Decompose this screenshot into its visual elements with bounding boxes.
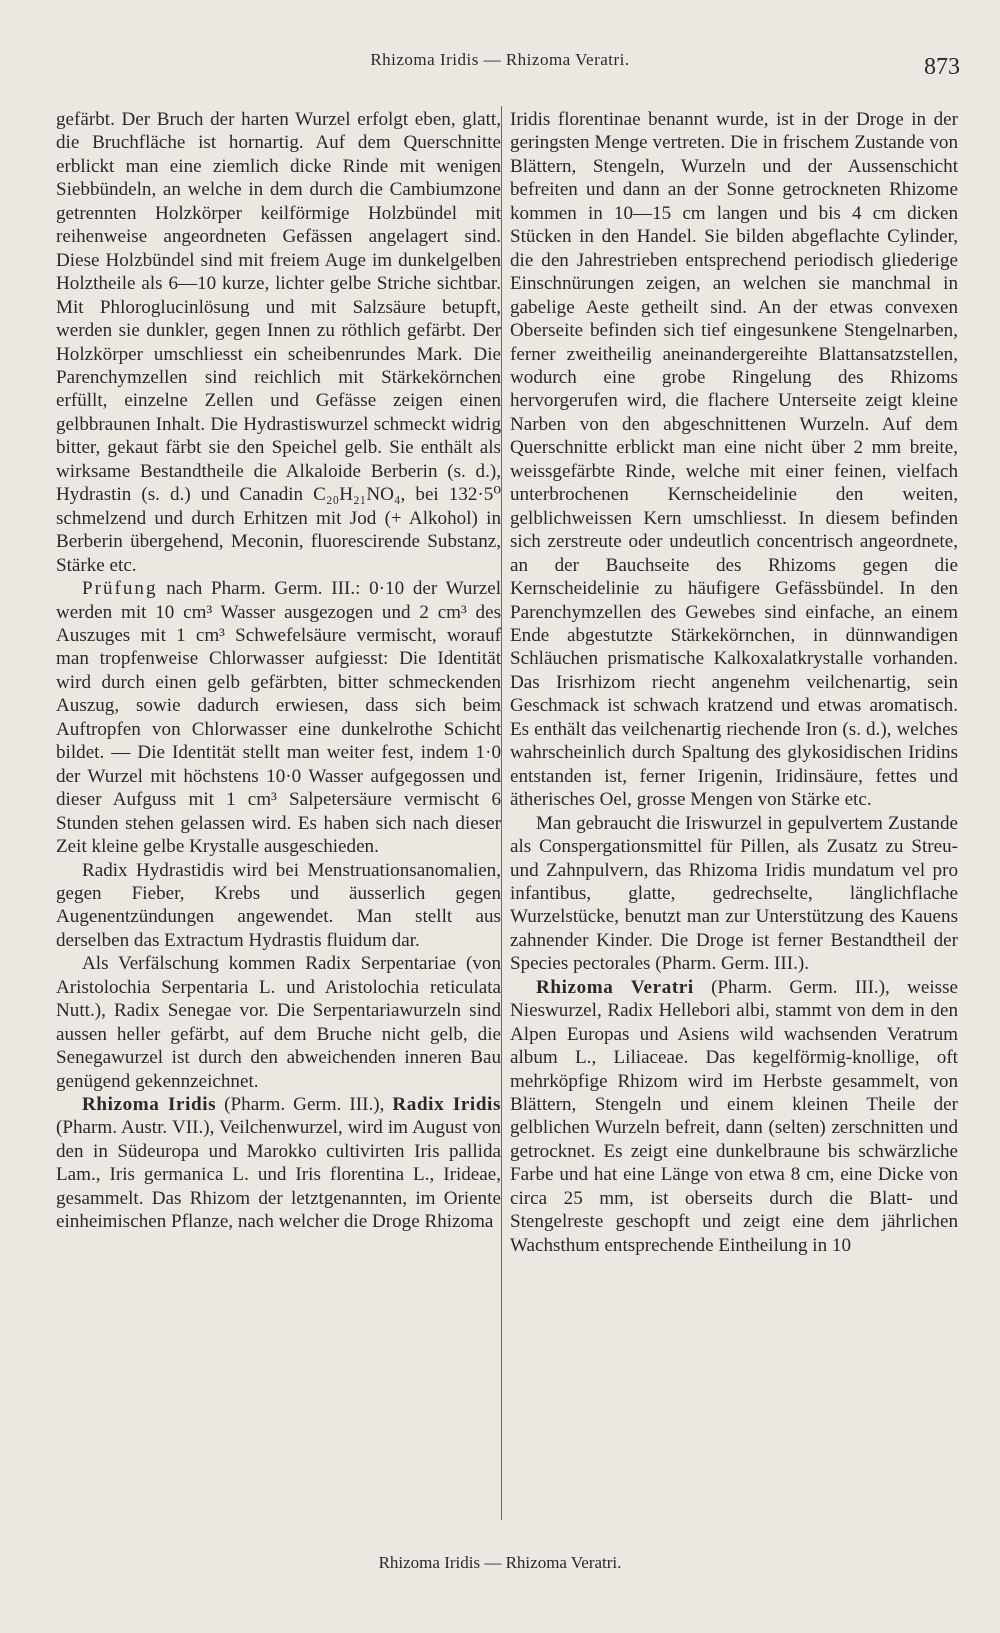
entry-ref-pharm-germ: (Pharm. Germ. III.), (224, 1094, 385, 1116)
column-divider (501, 106, 502, 1520)
paragraph-hydrastis-description: gefärbt. Der Bruch der harten Wurzel erfolgt eben, glatt, die Bruchfläche ist hornartig. Auf dem Querschnitte erblickt man eine ziemlich dicke Rinde mit wenigen Siebbündeln, an welche in dem durch die Cambiumzone getrennten Holzkörper keilförmige Holzbündel mit reihenweise angeordneten Gefässen angelagert sind. Diese Holzbündel sind mit freiem Auge im dunkelgelben Holztheile als 6—10 kurze, lichter gelbe Striche sichtbar. Mit Phloroglucinlösung und mit Salzsäure betupft, werden sie dunkler, gegen Innen zu röthlich gefärbt. Der Holzkörper umschliesst ein scheibenrundes Mark. Die Parenchymzellen sind reichlich mit Stärkekörnchen erfüllt, einzelne Zellen und Gefässe zeigen einen gelbbraunen Inhalt. Die Hydrastiswurzel schmeckt widrig bitter, gekaut färbt sie den Speichel gelb. Sie enthält als wirksame Bestandtheile die Alkaloide Berberin (s. d.), Hydrastin (s. d.) und Canadin C₂₀H₂₁NO₄, bei 132·5⁰ schmelzend und durch Erhitzen mit Jod (+ Alkohol) in Berberin übergehend, Meconin, fluorescirende Substanz, Stärke etc. (56, 109, 501, 576)
page-number: 873 (924, 54, 960, 80)
pruefung-lead: Prüfung (82, 578, 158, 600)
paragraph-verfaelschung: Als Verfälschung kommen Radix Serpentariae (von Aristolochia Serpentaria L. und Aristolochia reticulata Nutt.), Radix Senegae vor. Die Serpentariawurzeln sind aussen heller gefärbt, auf dem Bruche nicht gelb, die Senegawurzel ist durch den abweichenden inneren Bau genügend gekennzeichnet. (56, 953, 501, 1092)
footer-title: Rhizoma Iridis — Rhizoma Veratri. (378, 1553, 622, 1572)
left-column (56, 108, 501, 1234)
entry-ref-pharm-austr: (Pharm. Austr. VII.), (56, 1117, 215, 1139)
pruefung-body: nach Pharm. Germ. III.: 0·10 der Wurzel werden mit 10 cm³ Wasser ausgezogen und 2 cm³ des Auszuges mit 1 cm³ Schwefelsäure vermischt, worauf man tropfenweise Chlorwasser aufgiesst: Die Identität wird durch einen gelb gefärbten, bitter schmeckenden Auszug, sowie dadurch erwiesen, dass sich beim Auftropfen von Chlorwasser eine dunkelrothe Schicht bildet. — Die Identität stellt man weiter fest, indem 1·0 der Wurzel mit höchstens 10·0 Wasser aufgegossen und dieser Aufguss mit 1 cm³ Salpetersäure vermischt 6 Stunden stehen gelassen wird. Es haben sich nach dieser Zeit kleine gelbe Krystalle ausgeschieden. (56, 578, 501, 858)
paragraph-pruefung (56, 577, 501, 858)
paragraph-iris-use: Man gebraucht die Iriswurzel in gepulvertem Zustande als Conspergationsmittel für Pillen, als Zusatz zu Streu- und Zahnpulvern, das Rhizoma Iridis mundatum vel pro infantibus, glatte, gedrechselte, länglichflache Wurzelstücke, benutzt man zur Unterstützung des Kauens zahnender Kinder. Die Droge ist ferner Bestandtheil der Species pectorales (Pharm. Germ. III.). (510, 812, 958, 975)
entry-heading-rhizoma-iridis: Rhizoma Iridis (82, 1094, 217, 1116)
running-title: Rhizoma Iridis — Rhizoma Veratri. (370, 50, 630, 69)
paragraph-iris-description: Iridis florentinae benannt wurde, ist in der Droge in der geringsten Menge vertreten. Die in frischem Zustande von Blättern, Stengeln, Wurzeln und der Aussenschicht befreiten und dann an der Sonne getrockneten Rhizome kommen in 10—15 cm langen und bis 4 cm dicken Stücken in den Handel. Sie bilden abgeflachte Cylinder, die den Jahrestrieben entsprechend periodisch gliederige Einschnürungen zeigen, an welchen sie manchmal in gabelige Aeste getheilt sind. An der etwas convexen Oberseite befinden sich tief eingesunkene Stengelnarben, ferner zweitheilig aneinandergereihte Blattansatzstellen, wodurch eine grobe Ringelung des Rhizoms hervorgerufen wird, die flachere Unterseite zeigt kleine Narben von den abgeschnittenen Wurzeln. Auf dem Querschnitte erblickt man eine nicht über 2 mm breite, weissgefärbte Rinde, welche mit einer feinen, vielfach unterbrochenen Kernscheidelinie den weiten, gelblichweissen Kern umschliesst. In diesem befinden sich zerstreute oder undeutlich concentrisch angeordnete, an der Bauchseite des Rhizoms gegen die Kernscheidelinie zu häufigere Gefässbündel. In den Parenchymzellen des Gewebes sind einfache, an einem Ende abgestutzte Stärkekörnchen, in dünnwandigen Schläuchen prismatische Kalkoxalatkrystalle vorhanden. Das Irisrhizom riecht angenehm veilchenartig, sein Geschmack ist schwach kratzend und etwas aromatisch. Es enthält das veilchenartig riechende Iron (s. d.), welches wahrscheinlich durch Spaltung des glykosidischen Iridins entstanden ist, ferner Irigenin, Iridinsäure, fettes und ätherisches Oel, grosse Mengen von Stärke etc. (510, 109, 958, 811)
entry-heading-rhizoma-veratri: Rhizoma Veratri (536, 976, 694, 998)
entry-rhizoma-iridis (56, 1093, 501, 1234)
entry-body-iridis: Veilchenwurzel, wird im August von den in Südeuropa und Marokko cultivirten Iris pallida Lam., Iris germanica L. und Iris florentina L., Irideae, gesammelt. Das Rhizom der letztgenannten, im Oriente einheimischen Pflanze, nach welcher die Droge Rhizoma (56, 1117, 501, 1233)
entry-rhizoma-veratri (510, 976, 958, 1257)
right-column (510, 108, 958, 1257)
paragraph-radix-hydrastidis-use: Radix Hydrastidis wird bei Menstruationsanomalien, gegen Fieber, Krebs und äusserlich gegen Augenentzündungen angewendet. Man stellt aus derselben das Extractum Hydrastis fluidum dar. (56, 859, 501, 951)
entry-body-veratri: (Pharm. Germ. III.), weisse Nieswurzel, Radix Hellebori albi, stammt von dem in den Alpen Europas und Asiens wild wachsenden Veratrum album L., Liliaceae. Das kegelförmig-knollige, oft mehrköpfige Rhizom wird im Herbste gesammelt, von Blättern, Stengeln und einem kleinen Theile der gelblichen Wurzeln befreit, dann (selten) zerschnitten und getrocknet. Es zeigt eine dunkelbraune bis schwärzliche Farbe und hat eine Länge von etwa 8 cm, eine Dicke von circa 25 mm, ist oberseits durch die Blatt- und Stengelreste geschopft und zeigt eine dem jährlichen Wachsthum entsprechende Eintheilung in 10 (510, 976, 959, 1256)
entry-heading-radix-iridis: Radix Iridis (392, 1094, 501, 1116)
